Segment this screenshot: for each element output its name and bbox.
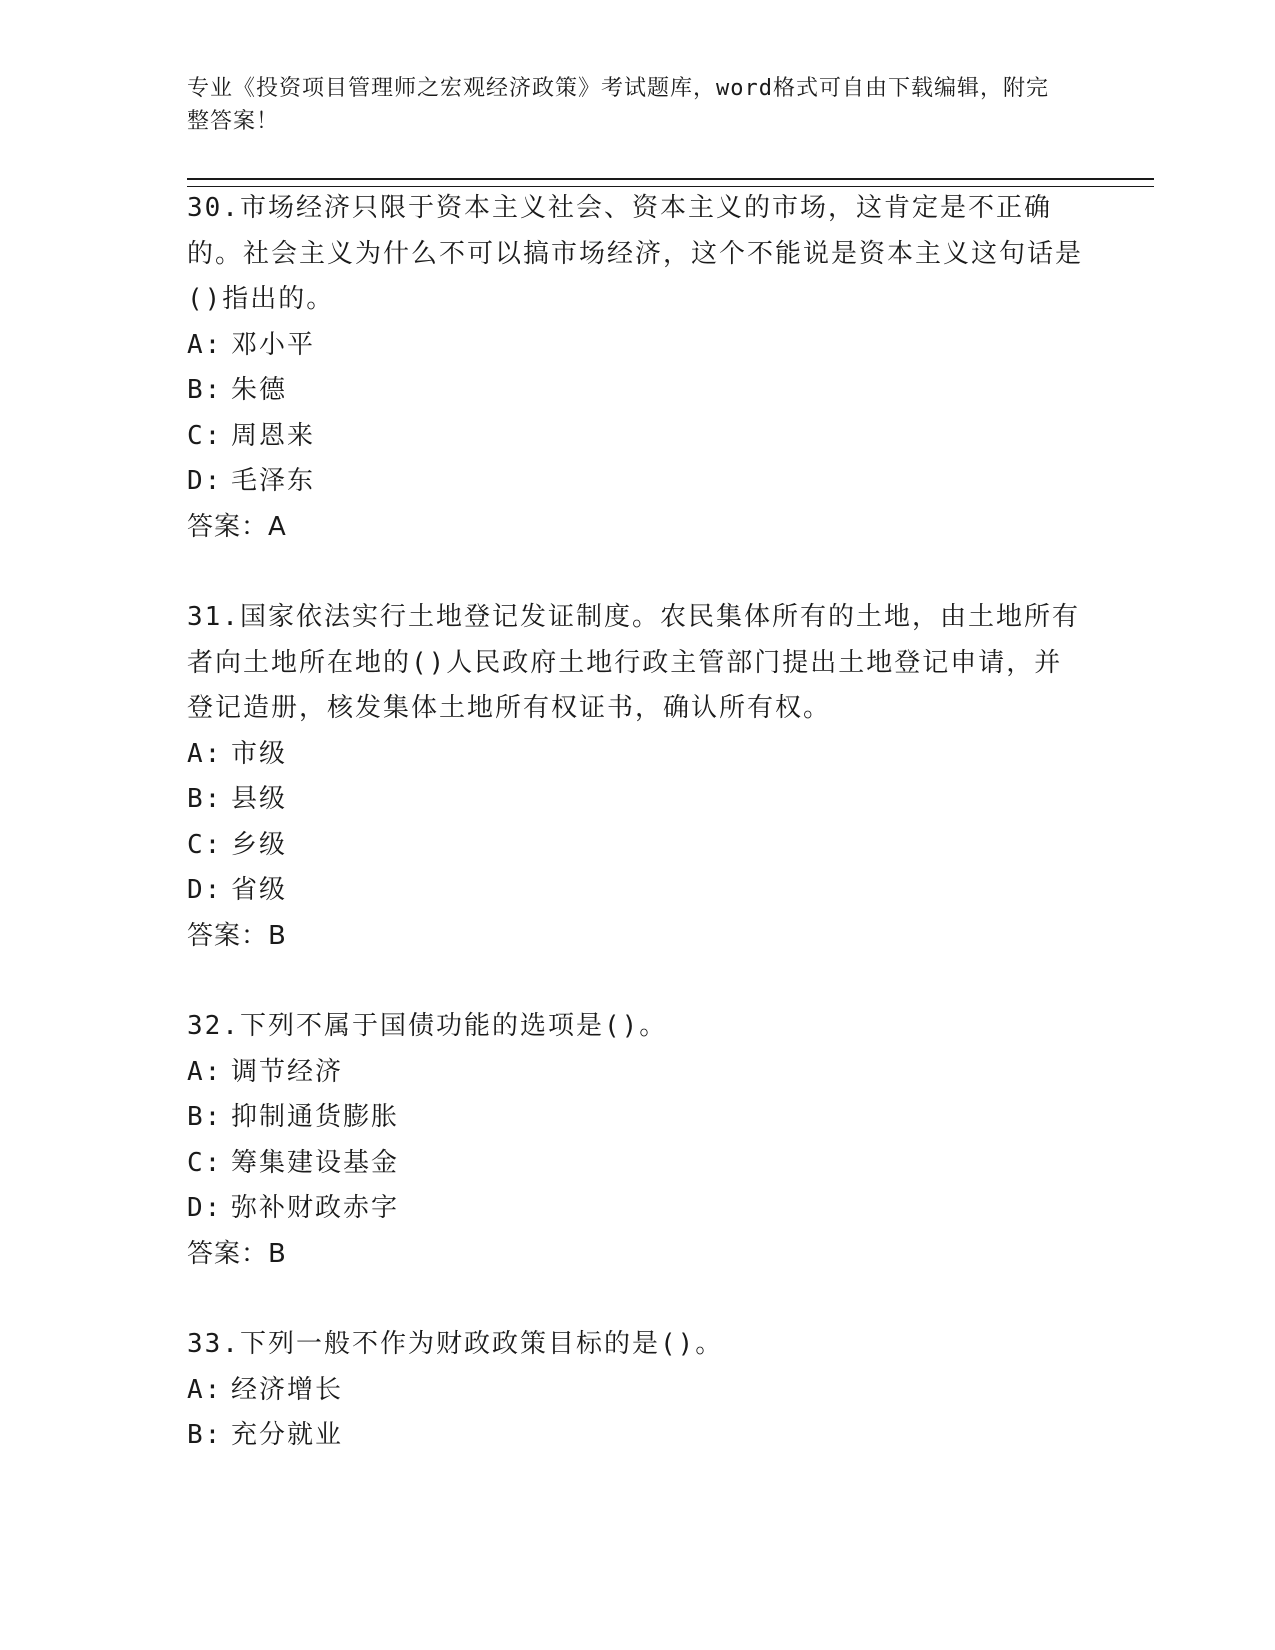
option-text: 乡级	[231, 829, 288, 860]
document-header: 专业《投资项目管理师之宏观经济政策》考试题库，word格式可自由下载编辑，附完整答案！	[187, 76, 1049, 134]
option-c	[187, 414, 1087, 460]
option-text: 经济增长	[231, 1374, 344, 1405]
option-key: A:	[187, 329, 223, 360]
option-text: 抑制通货膨胀	[231, 1102, 400, 1132]
option-key: D:	[187, 1193, 223, 1223]
question-30	[187, 186, 1087, 550]
option-c	[187, 1141, 1087, 1187]
question-33	[187, 1322, 1087, 1459]
option-text: 筹集建设基金	[231, 1147, 400, 1178]
question-stem: 30.市场经济只限于资本主义社会、资本主义的市场，这肯定是不正确的。社会主义为什么不可以搞市场经济，这个不能说是资本主义这句话是()指出的。	[187, 193, 1084, 314]
option-b	[187, 777, 1087, 823]
option-key: B:	[187, 1420, 223, 1450]
question-list	[187, 186, 1087, 1504]
option-key: D:	[187, 875, 223, 905]
option-key: B:	[187, 375, 223, 405]
option-a	[187, 1368, 1087, 1414]
option-text: 邓小平	[231, 329, 316, 360]
option-d	[187, 868, 1087, 914]
option-d	[187, 459, 1087, 505]
option-b	[187, 368, 1087, 414]
question-stem: 33.下列一般不作为财政政策目标的是()。	[187, 1329, 724, 1359]
option-c	[187, 823, 1087, 869]
option-text: 朱德	[231, 375, 288, 405]
option-text: 调节经济	[231, 1056, 344, 1087]
option-text: 周恩来	[231, 420, 316, 451]
question-stem: 32.下列不属于国债功能的选项是()。	[187, 1011, 668, 1041]
option-d	[187, 1186, 1087, 1232]
option-text: 充分就业	[231, 1420, 344, 1450]
option-key: A:	[187, 1056, 223, 1087]
option-a	[187, 732, 1087, 778]
option-b	[187, 1095, 1087, 1141]
option-key: C:	[187, 1147, 223, 1178]
option-a	[187, 323, 1087, 369]
option-key: C:	[187, 829, 223, 860]
option-text: 县级	[231, 784, 288, 814]
option-key: A:	[187, 738, 223, 769]
option-text: 省级	[231, 875, 288, 905]
answer-line: 答案：A	[187, 511, 287, 542]
option-key: C:	[187, 420, 223, 451]
option-text: 弥补财政赤字	[231, 1193, 400, 1223]
answer-line: 答案：B	[187, 920, 287, 951]
option-key: B:	[187, 1102, 223, 1132]
option-text: 毛泽东	[231, 466, 316, 496]
option-b	[187, 1413, 1087, 1459]
option-a	[187, 1050, 1087, 1096]
question-stem: 31.国家依法实行土地登记发证制度。农民集体所有的土地，由土地所有者向土地所在地的()人民政府土地行政主管部门提出土地登记申请，并登记造册，核发集体土地所有权证书，确认所有权。	[187, 602, 1080, 723]
option-key: A:	[187, 1374, 223, 1405]
option-key: B:	[187, 784, 223, 814]
question-32	[187, 1004, 1087, 1277]
question-31	[187, 595, 1087, 959]
answer-line: 答案：B	[187, 1238, 287, 1269]
option-text: 市级	[231, 738, 288, 769]
option-key: D:	[187, 466, 223, 496]
